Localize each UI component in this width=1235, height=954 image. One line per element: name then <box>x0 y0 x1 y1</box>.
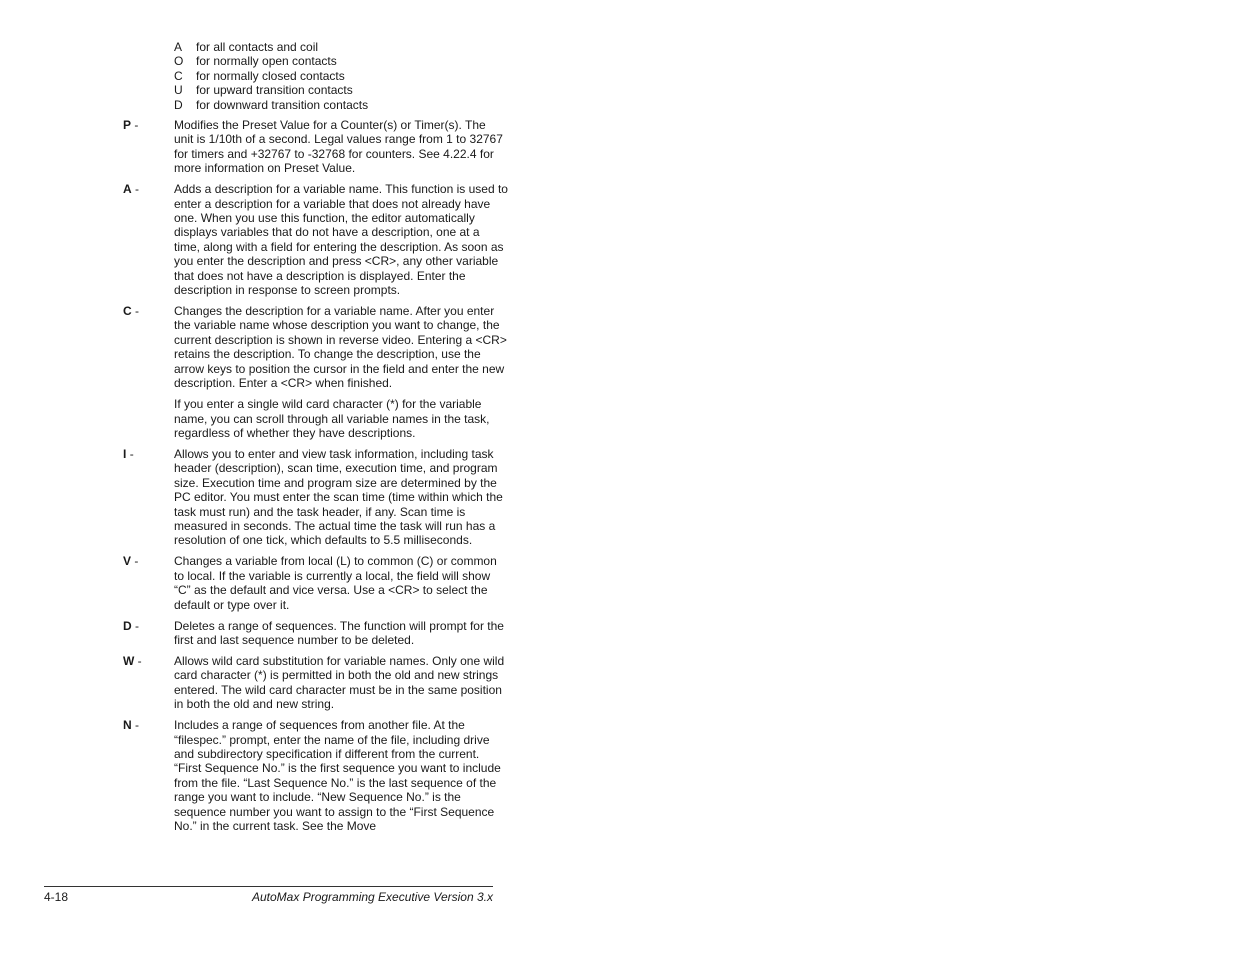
description-paragraph: Changes a variable from local (L) to common (C) or common to local. If the variable is currently a local, the field will show “C” as the default and vice versa. Use a <CR> to select the default or type over it. <box>174 554 497 612</box>
command-letter: C <box>123 304 132 319</box>
command-letter: W <box>123 653 135 668</box>
contact-type-code: U <box>174 83 183 98</box>
command-description <box>174 304 508 440</box>
contact-type-text: for normally closed contacts <box>196 68 345 83</box>
command-key <box>123 118 174 176</box>
command-separator: - <box>135 718 140 733</box>
contact-type-text: for all contacts and coil <box>196 40 319 54</box>
description-paragraph: Changes the description for a variable name. After you enter the variable name whose description you want to change, the current description is shown in reverse video. Entering a <CR> retains the description. To change the description, use the arrow keys to position the cursor in the field and enter the new description. Enter a <CR> when finished. <box>174 304 507 391</box>
command-description <box>174 118 508 176</box>
command-letter: V <box>123 554 132 569</box>
document-title: AutoMax Programming Executive Version 3.x <box>252 890 493 904</box>
contact-type-code: D <box>174 97 183 112</box>
contact-type-row <box>174 98 514 112</box>
command-key <box>123 718 174 833</box>
command-entry-n <box>123 718 513 833</box>
command-entry-d <box>123 619 513 648</box>
command-key <box>123 654 174 712</box>
command-description <box>174 718 508 833</box>
command-letter: P <box>123 118 132 132</box>
contact-type-row <box>174 40 514 54</box>
command-key <box>123 182 174 297</box>
description-paragraph: Allows you to enter and view task information, including task header (description), scan time, execution time, and program size. Execution time and program size are determined by the PC editor. You must enter the scan time (time within which the task must run) and the task header, if any. Scan time is measured in seconds. The actual time the task will run has a resolution of one tick, which defaults to 5.5 milliseconds. <box>174 446 503 548</box>
description-paragraph: Includes a range of sequences from another file. At the “filespec.” prompt, enter the name of the file, including drive and subdirectory specification if different from the current. “First Sequence No.” is the first sequence you want to include from the file. “Last Sequence No.” is the last sequence of the range you want to include. “New Sequence No.” is the sequence number you want to assign to the “First Sequence No.” in the current task. See the Move <box>174 718 501 834</box>
command-separator: - <box>135 182 140 197</box>
command-entry-c <box>123 304 513 440</box>
description-paragraph: Deletes a range of sequences. The function will prompt for the first and last sequence number to be deleted. <box>174 618 504 647</box>
command-key <box>123 554 174 612</box>
contact-type-row <box>174 54 514 68</box>
command-letter: N <box>123 718 132 733</box>
command-entry-i <box>123 447 513 548</box>
command-description <box>174 554 508 612</box>
command-description <box>174 654 508 712</box>
command-separator: - <box>134 118 139 132</box>
description-paragraph: Modifies the Preset Value for a Counter(s) or Timer(s). The unit is 1/10th of a second. Legal values range from 1 to 32767 for timers and +32767 to -32768 for counters. See 4.22.4 for more information on Preset Value. <box>174 118 503 176</box>
page-number: 4-18 <box>44 890 69 904</box>
command-letter: A <box>123 182 132 197</box>
contact-type-row <box>174 83 514 97</box>
command-entry-p <box>123 118 513 176</box>
command-entry-a <box>123 182 513 297</box>
command-key <box>123 304 174 440</box>
command-separator: - <box>129 446 134 461</box>
command-entry-w <box>123 654 513 712</box>
contact-type-code: O <box>174 54 184 69</box>
description-paragraph: If you enter a single wild card character (*) for the variable name, you can scroll through all variable names in the task, regardless of whether they have descriptions. <box>174 397 490 440</box>
contact-type-text: for downward transition contacts <box>196 97 369 112</box>
command-key <box>123 619 174 648</box>
command-key <box>123 447 174 548</box>
contact-type-code: A <box>174 40 183 54</box>
description-paragraph: Adds a description for a variable name. This function is used to enter a description for a variable that does not already have one. When you use this function, the editor automatically displays variables that do not have a description, one at a time, along with a field for entering the description. As soon as you enter the description and press <CR>, any other variable that does not have a description is displayed. Enter the description in response to screen prompts. <box>174 182 508 298</box>
command-description <box>174 182 508 297</box>
command-separator: - <box>135 618 140 633</box>
command-description <box>174 447 508 548</box>
command-letter: I <box>123 446 127 461</box>
command-separator: - <box>137 653 142 668</box>
footer-divider <box>44 886 493 887</box>
command-letter: D <box>123 618 132 633</box>
contact-type-code: C <box>174 68 183 83</box>
command-separator: - <box>134 554 139 569</box>
contact-type-row <box>174 69 514 83</box>
command-entry-v <box>123 554 513 612</box>
command-separator: - <box>135 304 140 319</box>
command-list <box>123 118 513 840</box>
contact-type-list <box>174 40 514 112</box>
description-paragraph: Allows wild card substitution for variable names. Only one wild card character (*) is permitted in both the old and new strings entered. The wild card character must be in the same position in both the old and new string. <box>174 653 505 712</box>
contact-type-text: for upward transition contacts <box>196 83 353 98</box>
contact-type-text: for normally open contacts <box>196 54 337 69</box>
command-description <box>174 619 508 648</box>
